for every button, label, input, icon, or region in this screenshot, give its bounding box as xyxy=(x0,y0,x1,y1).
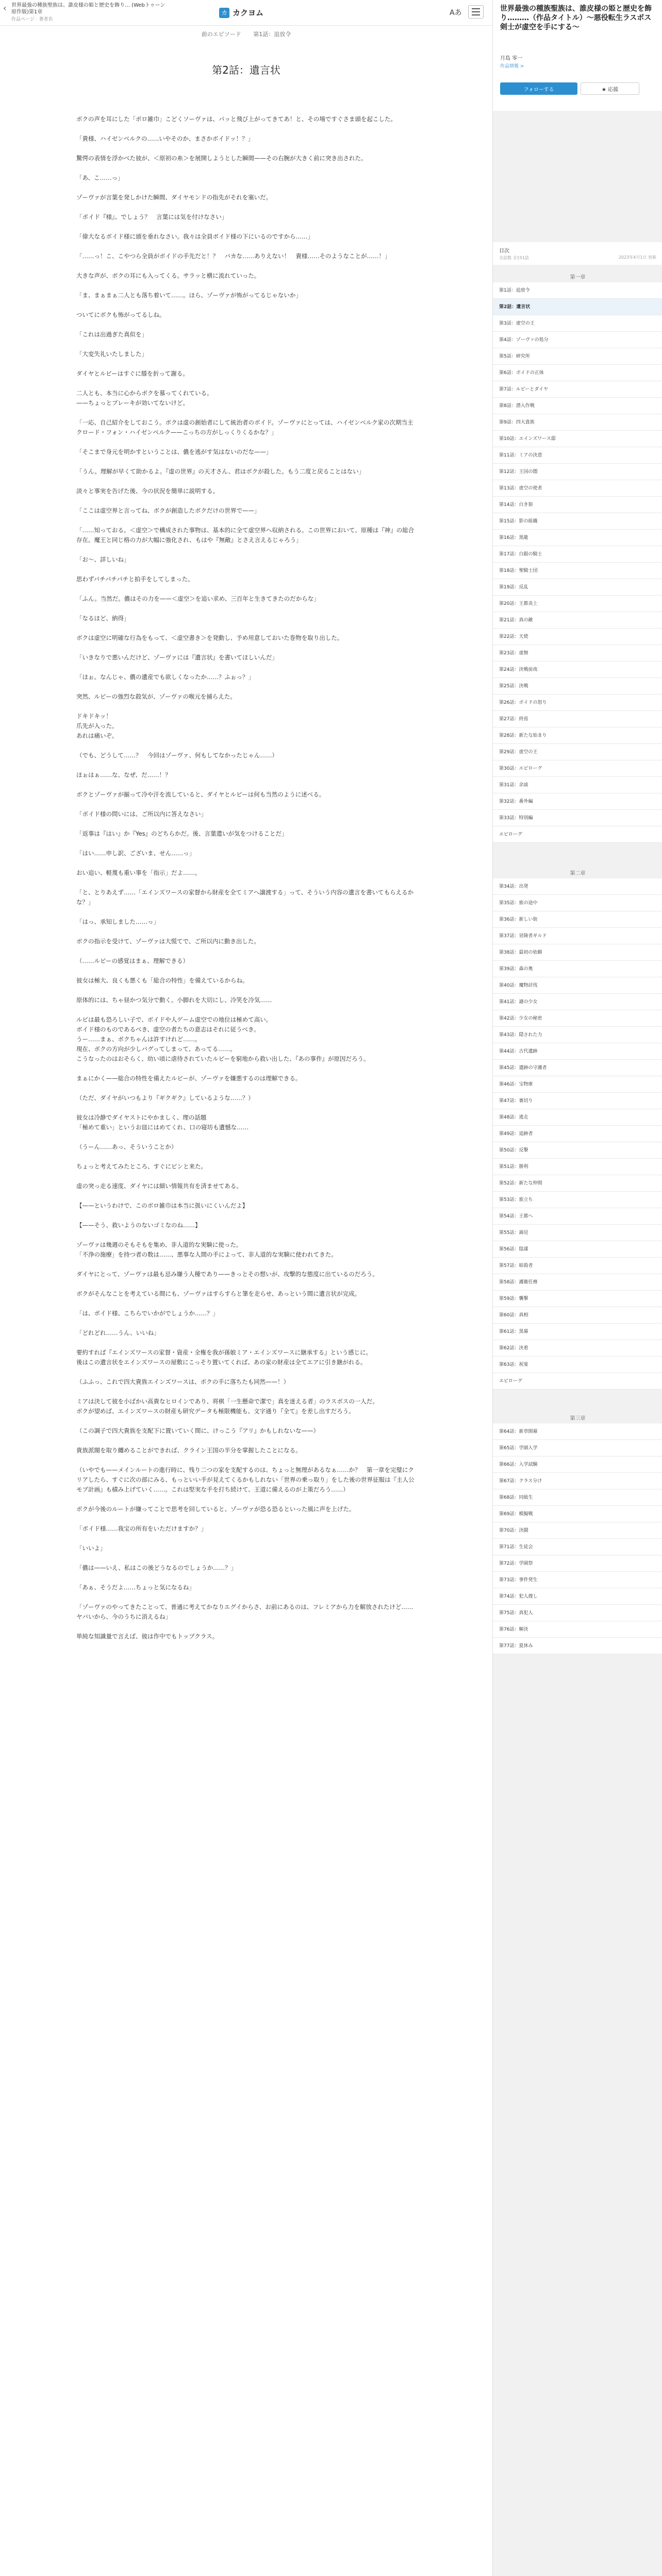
body-paragraph: 「は、ボイド様、こちらでいかがでしょうか……？」 xyxy=(76,1310,219,1317)
body-paragraph: 「貴様、ハイゼンベルクの……いやそのか、まさかボイドッ！？」 xyxy=(76,135,254,142)
episode-body xyxy=(76,114,417,1651)
chapter-heading: 第一章 xyxy=(493,270,662,282)
body-paragraph: おい追い、軽蔑も重い事を「指示」だよ……。 xyxy=(76,869,201,876)
episode-link[interactable]: 第24話：決戦前夜 xyxy=(493,662,662,678)
toc-title: 目次 xyxy=(499,248,509,254)
episode-link[interactable]: 第4話：ゾーヴァの処分 xyxy=(493,332,662,348)
current-episode-link[interactable]: 第1話：追放令 xyxy=(253,31,291,38)
episode-link[interactable]: 第61話：黒幕 xyxy=(493,1324,662,1340)
episode-list xyxy=(493,282,662,843)
episode-link[interactable]: 第67話：クラス分け xyxy=(493,1473,662,1489)
episode-link[interactable]: 第68話：同級生 xyxy=(493,1489,662,1506)
episode-link[interactable]: 第22話：天使 xyxy=(493,629,662,645)
episode-link[interactable]: 第17話：白銀の騎士 xyxy=(493,546,662,563)
body-paragraph: 原体的には、ちゃ昼かつ気分で動く。小脚れを大切にし、冷笑を冷気…… xyxy=(76,996,272,1004)
body-paragraph: 彼女は冷静でダイヤストにやかましく、理の話題 「極めて重い」というお皿にはめてくれ、口の寝坊も遺憾な…… xyxy=(76,1114,249,1131)
episode-link[interactable]: 第40話：魔物討伐 xyxy=(493,977,662,994)
episode-link[interactable]: 第59話：襲撃 xyxy=(493,1291,662,1307)
kakuyomu-logo-icon: カ xyxy=(219,8,229,18)
body-paragraph: 「偉大なるボイド様に頭を垂れなさい。我々は全員ボイド様の下にいるのですから……」 xyxy=(76,233,313,240)
toc-meta: 全話数 全151話 xyxy=(499,256,529,260)
body-paragraph: まぁにかく——総合の特性を備えたルビーが、ゾーヴァを嫌悪するのは理解できる。 xyxy=(76,1075,302,1082)
body-paragraph: ボクの指示を受けて、ゾーヴァは大慌てで、ご所以内に動き出した。 xyxy=(76,938,260,945)
body-paragraph: （でも、どうして……？ 今回はゾーヴァ、何もしてなかったじゃん……） xyxy=(76,752,278,759)
body-paragraph: 突然、ルビーの強烈な殺気が、ゾーヴァの喉元を捕らえた。 xyxy=(76,693,236,700)
logo-text: カクヨム xyxy=(233,8,264,18)
episode-link[interactable]: 第75話：真犯人 xyxy=(493,1605,662,1621)
episode-list xyxy=(493,878,662,1389)
toc-date: 2023年4月1日 更新 xyxy=(618,255,656,260)
episode-link[interactable]: 第39話：森の奥 xyxy=(493,961,662,977)
body-paragraph: ボクとゾーヴァが揃って冷や汗を流していると、ダイヤとルビーは何も当然のように述べる。 xyxy=(76,791,325,798)
prev-episode-link[interactable]: 前のエピソード xyxy=(201,31,241,38)
episode-link[interactable]: 第11話：ミアの決意 xyxy=(493,447,662,464)
body-paragraph: 驚愕の表情を浮かべた彼が、＜原初の糸＞を展開しようとした瞬間——その右腕が大きく前に突き出された。 xyxy=(76,155,367,162)
sidebar-work-title[interactable]: 世界最強の種族聖族は、誰皮様の姫と歴史を飾り………（作品タイトル）〜悪役転生ラスボス剣士が虚空を手にする〜 xyxy=(500,5,652,31)
episode-link[interactable]: 第60話：真相 xyxy=(493,1307,662,1324)
body-paragraph: 「ふん。当然だ。儂はその力を——＜虚空＞を追い求め、三百年と生きてきたのだからな」 xyxy=(76,595,320,602)
body-paragraph: 大きな声が、ボクの耳にも入ってくる。サラッと横に流れていった。 xyxy=(76,272,260,279)
body-paragraph: 二人とも、本当に心からボクを慕ってくれている。 ——ちょっとブレーキが効いてないけど。 xyxy=(76,389,213,406)
chapter-heading: 第三章 xyxy=(493,1412,662,1423)
episode-link[interactable]: 第46話：宝物庫 xyxy=(493,1076,662,1093)
body-paragraph: 「なるほど、納得」 xyxy=(76,615,130,622)
body-paragraph: ミアは決して彼を小ばかい高貴なヒロインであり、将棋「一生懸命で潔で」真を迷える者」のラスボスの一人だ。 ボクが望めば、エインズワースの財産も研究データも極限機能も、文字通り『全て』を差し出すだろう。 xyxy=(76,1398,378,1415)
body-paragraph: 「ボイド『様』、でしょう？ 言葉には気を付けなさい」 xyxy=(76,213,228,221)
body-paragraph: （……ルビーの感覚はまぁ、理解できる） xyxy=(76,957,189,964)
episode-link[interactable]: 第70話：決闘 xyxy=(493,1522,662,1539)
body-paragraph: 「はっ、承知しました……っ」 xyxy=(76,918,159,925)
body-paragraph: 「……知っておる。＜虚空＞で構成された事物は、基本的に全て虚空界へ収納される。この世界において、原種は『神』の総合存在。魔王と同じ格の力が大幅に強化され、もはや『無敵』とさえ言えるじゃろう」 xyxy=(76,527,415,544)
header-author-line[interactable]: 作品ページ · 著者名 xyxy=(11,17,53,22)
body-paragraph: ボクがそんなことを考えている間にも、ゾーヴァはすらすらと筆を走らせ、あっという間に遺言状が完成。 xyxy=(76,1290,361,1297)
body-paragraph: 「返事は『はい』か『Yes』のどちらかだ。後、言葉遣いが気をつけることだ」 xyxy=(76,830,288,837)
episode-link[interactable]: 第50話：反撃 xyxy=(493,1142,662,1159)
body-paragraph: 「ま、まぁまぁ二人とも落ち着いて……。ほら、ゾーヴァが怖がってるじゃないか」 xyxy=(76,292,302,299)
episode-link[interactable]: 第31話：余談 xyxy=(493,777,662,793)
episode-link[interactable]: 第42話：少女の秘密 xyxy=(493,1010,662,1027)
body-paragraph: 「はい……申し訳、ございま、せん……っ」 xyxy=(76,850,195,857)
episode-link[interactable]: 第55話：謁見 xyxy=(493,1225,662,1241)
episode-link[interactable]: 第32話：番外編 xyxy=(493,793,662,810)
body-paragraph: 「ほぉ。なんじゃ、儂の遺産でも欲しくなったか……？ふぉっ？」 xyxy=(76,673,254,681)
episode-link[interactable]: 第53話：旅立ち xyxy=(493,1192,662,1208)
episode-link[interactable]: 第9話：四大貴族 xyxy=(493,414,662,431)
episode-link[interactable]: 第3話：虚空の王 xyxy=(493,315,662,332)
episode-link[interactable]: 第15話：影の組織 xyxy=(493,513,662,530)
body-paragraph: 「ボイド様の問いには、ご所以内に答えなさい」 xyxy=(76,810,207,818)
body-paragraph: ボクの声を耳にした「ボロ雑巾」こどくソーヴァは、パッと飛び上がってきてあ！と、その場ですぐさま頭を起こした。 xyxy=(76,115,396,123)
display-settings-button[interactable]: Aあ xyxy=(450,9,462,17)
body-paragraph: 「ゾーヴァのやってきたことって、普通に考えてかなりエグイからさ、お前にあるのは、フレミアから力を解放されたけど……ヤバいから、今のうちに消えるね」 xyxy=(76,1603,413,1620)
body-paragraph: 「お～、詳しいね」 xyxy=(76,556,130,563)
body-paragraph: ダイヤにとって、ゾーヴァは最も忌み嫌う人種であり——きっとその想いが、攻撃的な態度に出ているのだろう。 xyxy=(76,1270,378,1278)
episode-link[interactable]: 第36話：新しい街 xyxy=(493,911,662,928)
episode-title: 第2話：遺言状 xyxy=(212,64,280,76)
episode-list xyxy=(493,1423,662,1654)
body-paragraph: ダイヤとルビーはすぐに膝を折って謝る。 xyxy=(76,370,189,377)
body-paragraph: ちょっと考えてみたところ、すぐにピンと来た。 xyxy=(76,1163,207,1170)
body-paragraph: 「大変失礼いたしました」 xyxy=(76,350,147,358)
epilogue-link[interactable]: エピローグ xyxy=(493,826,662,843)
body-paragraph: （いやでも——メインルートの進行時に、残り二つの家を支配するのは、ちょっと無理があるなぁ……か？ 第一章を完璧にクリアしたら、すぐに次の部にみる、もっといい手が見えてくるかもしれない「世界の乗っ取り」をした後の世界征服は『主人公モブ計画』も積み上げていく……。これは堅実な手を打ち続けて、王道に備えるのが上策だろう……） xyxy=(76,1466,415,1493)
body-paragraph: 「いきなりで悪いんだけど、ゾーヴァには『遺言状』を書いてほしいんだ」 xyxy=(76,654,278,661)
episode-link[interactable]: 第51話：勝利 xyxy=(493,1159,662,1175)
episode-link[interactable]: 第58話：護衛任務 xyxy=(493,1274,662,1291)
episode-link[interactable]: 第27話：終焉 xyxy=(493,711,662,727)
body-paragraph: 【——そう、救いようのないゴミなのね……】 xyxy=(76,1222,201,1229)
episode-link[interactable]: 第72話：学園祭 xyxy=(493,1555,662,1572)
sidebar xyxy=(492,0,662,2576)
body-paragraph: （この調子で四大貴族を支配下に置いていく間に、けっこう『アリ』かもしれないな——） xyxy=(76,1427,320,1434)
support-button[interactable]: ★ 応援 xyxy=(581,82,639,95)
episode-link[interactable]: 第21話：真の敵 xyxy=(493,612,662,629)
episode-link[interactable]: 第30話：エピローグ xyxy=(493,760,662,777)
body-paragraph: 要約すれば『エインズワースの家督・資産・全権を我が孫娘ミア・エインズワースに継承する』という感じに。 後はこの遺言状をエインズワースの屋敷にこっそり置いてくれば、あの家の財産は全てエアに引き継がれる。 xyxy=(76,1349,372,1366)
body-paragraph: 「ここは虚空界と言ってね、ボクが創造したボクだけの世界で——」 xyxy=(76,507,260,514)
body-paragraph: 「うん。理解が早くて助かるよ。『虚の世界』の天才さん、君はボクが殺した。もう二度と戻ることはない」 xyxy=(76,468,365,475)
episode-link[interactable]: 第62話：決着 xyxy=(493,1340,662,1357)
back-icon[interactable]: ‹ xyxy=(3,3,7,13)
body-paragraph: 淡々と事実を告げた後、今の状況を簡単に説明する。 xyxy=(76,487,219,495)
episode-link[interactable]: 第73話：事件発生 xyxy=(493,1572,662,1588)
body-paragraph: 「いいよ」 xyxy=(76,1545,106,1552)
body-paragraph: ドキドキッ！ 爪先が入った。 あれは痛いぞ。 xyxy=(76,713,118,739)
episode-link[interactable]: 第29話：虚空の王 xyxy=(493,744,662,760)
body-paragraph: ボクが今後のルートが嫌ってことで思考を回していると、ゾーヴァが恐る恐るといった風に声を上げた。 xyxy=(76,1505,355,1513)
menu-icon[interactable] xyxy=(468,5,484,19)
work-info xyxy=(493,0,662,111)
body-paragraph: 虚の突っ走る速度、ダイヤには細い情報共有を済ませてある。 xyxy=(76,1182,242,1190)
episode-link[interactable]: 第74話：犯人捜し xyxy=(493,1588,662,1605)
episode-link[interactable]: 第64話：新章開幕 xyxy=(493,1423,662,1440)
body-paragraph: ゾーヴァは幾週のそもそもを集め、非人道的な実験に使った。 「不浄の施療」を持つ者の数は……、悪事な人間の手によって、非人道的な実験に使われてきた。 xyxy=(76,1241,337,1258)
body-paragraph: 「これは出過ぎた真似を」 xyxy=(76,331,147,338)
episode-link[interactable]: 第8話：潜入作戦 xyxy=(493,398,662,414)
site-logo[interactable] xyxy=(219,7,263,18)
body-paragraph: 「あ、こ……っ」 xyxy=(76,174,124,181)
episode-link[interactable]: 第13話：虚空の使者 xyxy=(493,480,662,497)
episode-link[interactable]: 第28話：新たな始まり xyxy=(493,727,662,744)
episode-link[interactable]: 第34話：出発 xyxy=(493,878,662,895)
body-paragraph: 「あぁ、そうだよ……ちょっと気になるね」 xyxy=(76,1584,195,1591)
episode-link[interactable]: 第23話：虚無 xyxy=(493,645,662,662)
episode-link[interactable]: 第65話：学園入学 xyxy=(493,1440,662,1456)
reader-main xyxy=(0,26,492,2576)
episode-link[interactable]: 第57話：暗殺者 xyxy=(493,1258,662,1274)
body-paragraph: （ふふっ、これで四大貴族エインズワースは、ボクの手に落ちたも同然——！） xyxy=(76,1378,290,1385)
body-paragraph: 貴族派閥を取り纏めることができれば、クライン王国の半分を掌握したことになる。 xyxy=(76,1447,302,1454)
body-paragraph: （うーん……あっ、そういうことか） xyxy=(76,1143,177,1150)
sidebar-author[interactable]: 月島 零一 xyxy=(500,56,523,61)
episode-link[interactable]: 第49話：追跡者 xyxy=(493,1126,662,1142)
body-paragraph: 「と、とりあえず……「エインズワースの家督から財産を全てミアへ譲渡する」って、そういう内容の遺言を書いてもらえるかな？」 xyxy=(76,889,414,906)
episode-link[interactable]: 第25話：決戦 xyxy=(493,678,662,694)
episode-link[interactable]: 第48話：逃走 xyxy=(493,1109,662,1126)
episode-link[interactable]: 第33話：特別編 xyxy=(493,810,662,826)
body-paragraph: 思わずパチパチパチと拍手をしてしまった。 xyxy=(76,575,194,583)
episode-link[interactable]: 第10話：エインズワース邸 xyxy=(493,431,662,447)
body-paragraph: ルビは最も恐ろしい子で、ボイドや人ゲーム虚空での地位は極めて高い。 ボイド様のものであるべき、虚空の者たちの意志はそれに従うべき。 うー……まぁ、ボクちゃんは許すけれど……。 現在、ボクの方向が少しバグってしまって、あってる……。 こうなったのはおそらく、幼い頃に虐待されていたルビーを窮地から救い出した、『あの事件』が原因だろう。 xyxy=(76,1016,370,1062)
episode-link[interactable]: 第43話：隠された力 xyxy=(493,1027,662,1043)
body-paragraph: 「一応、自己紹介をしておこう。ボクは虚の創始者にして統治者のボイド。ゾーヴァにとっては、ハイゼンベルク家の次期当主クロード・フォン・ハイゼンベルク——こっちの方がしっくりくるかな？」 xyxy=(76,419,413,436)
body-paragraph: 【——というわけで、このボロ雑巾は本当に扱いにくいんだよ】 xyxy=(76,1202,249,1209)
chapter-heading: 第二章 xyxy=(493,867,662,878)
toc-header xyxy=(493,242,662,265)
episode-link[interactable]: 第56話：陰謀 xyxy=(493,1241,662,1258)
episode-link[interactable]: 第6話：ボイドの正体 xyxy=(493,365,662,381)
body-paragraph: （ただ、ダイヤがいつもより『ギクギク』しているような……？） xyxy=(76,1094,254,1101)
episode-link[interactable]: 第76話：解決 xyxy=(493,1621,662,1638)
body-paragraph: ついてにボクも怖がってるしね。 xyxy=(76,311,166,318)
episode-link[interactable]: 第16話：黒龍 xyxy=(493,530,662,546)
episode-link[interactable]: 第20話：王都炎上 xyxy=(493,596,662,612)
body-paragraph: 「儂は——いえ、私はこの後どうなるのでしょうか……？」 xyxy=(76,1564,237,1571)
episode-link[interactable]: 第35話：旅の途中 xyxy=(493,895,662,911)
episode-link[interactable]: 第47話：裏切り xyxy=(493,1093,662,1109)
episode-link[interactable]: 第54話：王都へ xyxy=(493,1208,662,1225)
episode-link[interactable]: 第1話：追放令 xyxy=(493,282,662,299)
episode-link[interactable]: 第38話：最初の依頼 xyxy=(493,944,662,961)
episode-link[interactable]: 第71話：生徒会 xyxy=(493,1539,662,1555)
body-paragraph: ボクは虚空に明確な行為をもって、＜虚空書き＞を発動し、予め用意しておいた巻物を取り出した。 xyxy=(76,634,343,641)
episode-link[interactable]: 第77話：夏休み xyxy=(493,1638,662,1654)
body-paragraph: 単純な知識量で言えば、彼は作中でもトップクラス。 xyxy=(76,1633,219,1640)
episode-link[interactable]: 第26話：ボイドの怒り xyxy=(493,694,662,711)
episode-link[interactable]: 第5話：研究所 xyxy=(493,348,662,365)
episode-link[interactable]: 第2話：遺言状 xyxy=(493,299,662,315)
episode-link[interactable]: 第66話：入学試験 xyxy=(493,1456,662,1473)
body-paragraph: 「……っ！こ、こやつら全員がボイドの手先だと！？ バカな……ありえない！ 貴様……そのようなことが……！」 xyxy=(76,252,391,260)
episode-link[interactable]: 第19話：反乱 xyxy=(493,579,662,596)
episode-link[interactable]: 第63話：祝宴 xyxy=(493,1357,662,1373)
episode-link[interactable]: 第41話：謎の少女 xyxy=(493,994,662,1010)
episode-link[interactable]: 第12話：王国の闇 xyxy=(493,464,662,480)
sidebar-work-info-link[interactable]: 作品情報 > xyxy=(500,64,524,69)
body-paragraph: 「どれどれ……うん、いいね」 xyxy=(76,1329,160,1336)
header-work-title[interactable]: 世界最強の種族聖族は、誰皮様の姫と歴史を飾り… (Webトゥーン原作版)第1章 xyxy=(11,3,166,15)
body-paragraph: ほぉはぁ……な、なぜ、だ……！？ xyxy=(76,771,171,778)
follow-button[interactable]: フォローする xyxy=(500,82,577,95)
episode-link[interactable]: 第45話：遺跡の守護者 xyxy=(493,1060,662,1076)
episode-link[interactable]: 第18話：聖騎士団 xyxy=(493,563,662,579)
episode-link[interactable]: 第7話：ルビーとダイヤ xyxy=(493,381,662,398)
episode-link[interactable]: 第14話：白き狼 xyxy=(493,497,662,513)
episode-link[interactable]: 第69話：模擬戦 xyxy=(493,1506,662,1522)
body-paragraph: ゾーヴァが言葉を発しかけた瞬間、ダイヤモンドの指先がそれを塞いだ。 xyxy=(76,194,272,201)
episode-link[interactable]: 第44話：古代遺跡 xyxy=(493,1043,662,1060)
episode-link[interactable]: 第37話：冒険者ギルド xyxy=(493,928,662,944)
body-paragraph: 「ボイド様……我宝の所有をいただけますか？」 xyxy=(76,1525,207,1532)
epilogue-link[interactable]: エピローグ xyxy=(493,1373,662,1389)
episode-nav xyxy=(0,30,492,38)
body-paragraph: 「そこまで身元を明かすということは、儂を逃がす気はないのだな——」 xyxy=(76,448,272,455)
episode-link[interactable]: 第52話：新たな仲間 xyxy=(493,1175,662,1192)
body-paragraph: 彼女は極大、良くも悪くも「総合の特性」を備えているからね。 xyxy=(76,977,249,984)
